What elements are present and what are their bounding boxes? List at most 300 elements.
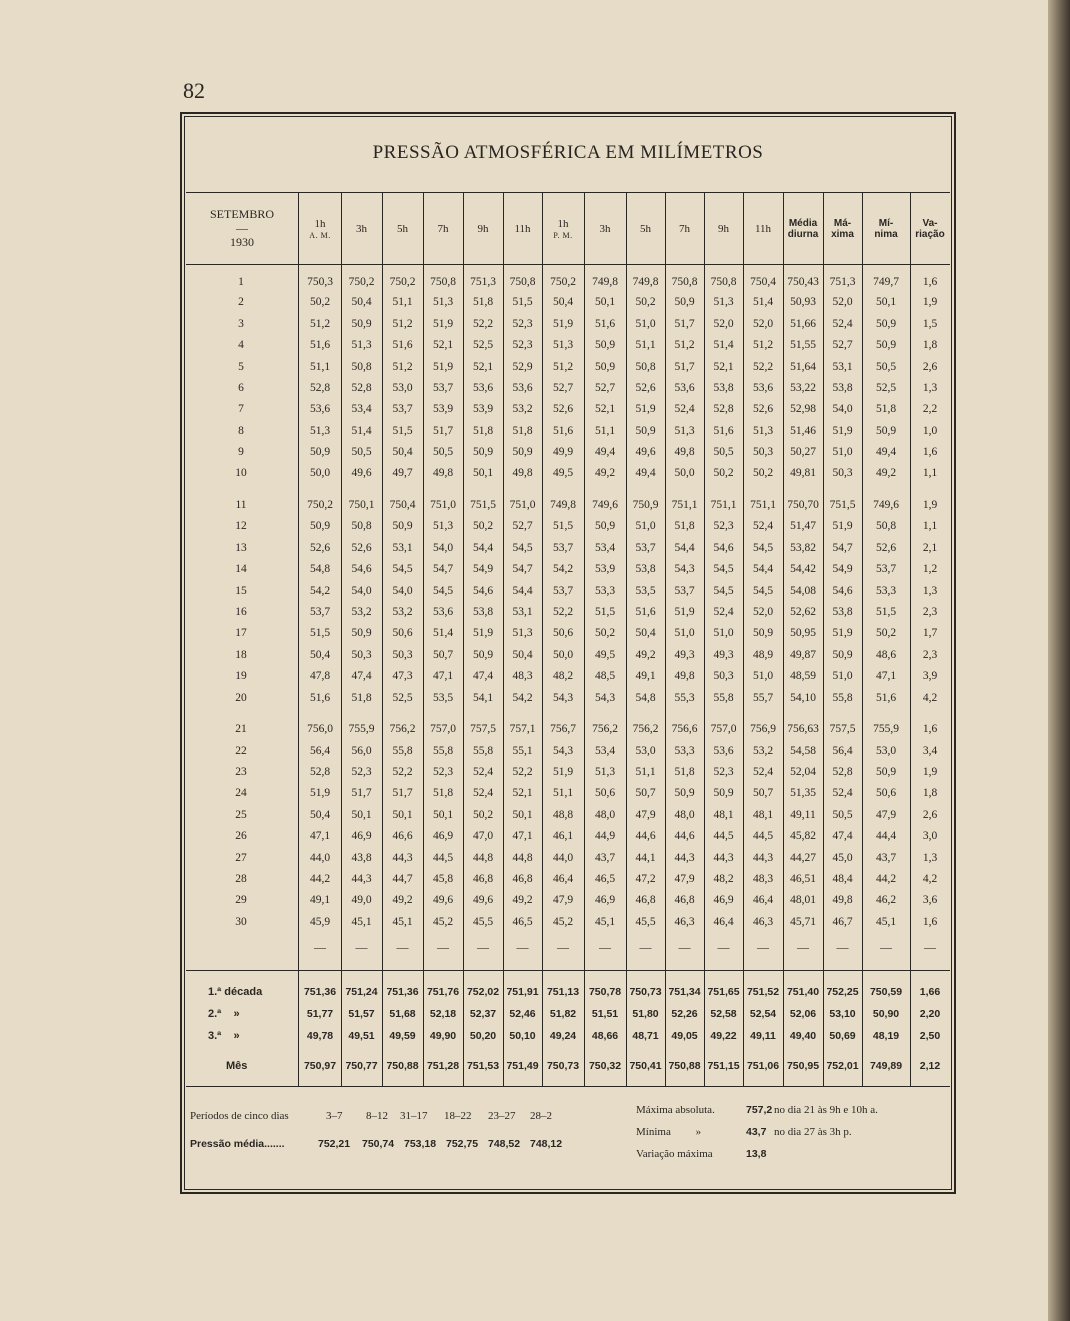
hour-label: 9h [718,222,729,235]
table-cell: 51,9 [674,606,695,618]
table-cell: 2,2 [922,403,938,415]
table-cell: 50,95 [790,627,816,639]
table-cell: 50,1 [512,809,533,821]
day-number: 17 [235,627,247,639]
table-cell: 51,2 [552,361,574,373]
totals-cell: 749,89 [869,1060,903,1072]
table-cell: 49,4 [635,467,656,479]
month-name: SETEMBRO [209,207,274,222]
table-cell: 54,6 [713,542,734,554]
table-cell: 52,7 [832,339,853,351]
table-cell: 53,82 [790,542,816,554]
table-cell: 51,3 [512,627,533,639]
table-cell: 54,5 [432,585,454,597]
table-cell: 46,7 [832,916,853,928]
table-cell: 50,8 [351,520,372,532]
table-cell: 1,6 [922,723,938,735]
totals-cell: 49,24 [549,1030,577,1042]
table-cell: 49,9 [552,446,574,458]
table-cell: 55,8 [432,745,454,757]
day-number: 5 [238,361,244,373]
footer-divider [186,1086,950,1087]
table-cell: 1,8 [922,787,938,799]
totals-cell: 751,40 [786,986,820,998]
hour-label: 9h [477,222,489,235]
table-cell: 50,9 [594,361,616,373]
table-cell: 53,7 [875,563,897,575]
table-cell: 51,3 [713,296,734,308]
table-cell: 49,8 [512,467,533,479]
table-cell: 53,7 [309,606,331,618]
empty-day-dash: — [797,940,809,954]
table-cell: 751,1 [750,499,776,511]
day-number: 1 [238,276,244,288]
table-cell: 755,9 [873,723,899,735]
table-cell: 50,4 [309,809,331,821]
table-cell: 749,6 [592,499,618,511]
table-cell: 52,0 [752,606,774,618]
table-cell: 52,7 [552,382,574,394]
table-cell: 50,2 [472,809,494,821]
table-cell: 750,1 [348,499,375,511]
table-cell: 51,3 [432,296,454,308]
table-cell: 3,4 [922,745,938,757]
table-cell: 51,7 [351,787,372,799]
table-cell: 49,2 [392,894,413,906]
table-cell: 46,3 [674,916,695,928]
table-cell: 51,5 [875,606,897,618]
day-number: 21 [235,723,247,735]
day-number: 25 [235,809,247,821]
table-cell: 44,6 [635,830,656,842]
empty-day-dash: — [355,940,368,954]
table-cell: 51,1 [635,766,656,778]
table-cell: 3,0 [922,830,938,842]
table-cell: 51,2 [392,318,413,330]
table-cell: 53,6 [752,382,774,394]
table-cell: 50,2 [309,296,331,308]
table-cell: 52,5 [472,339,494,351]
hour-header [584,196,626,262]
table-cell: 48,3 [752,873,774,885]
period-label: A. M. [309,230,331,240]
table-cell: 51,46 [790,425,816,437]
table-cell: 51,0 [832,446,853,458]
day-number: 23 [235,766,247,778]
table-cell: 53,2 [512,403,533,415]
table-cell: 52,1 [713,361,734,373]
table-cell: 44,3 [351,873,372,885]
period-pressure: 752,21 [318,1138,351,1150]
table-cell: 54,0 [432,542,454,554]
day-number: 28 [235,873,247,885]
totals-cell: 750,73 [629,986,662,998]
table-cell: 51,35 [790,787,816,799]
table-cell: 51,1 [594,425,616,437]
table-cell: 48,3 [512,670,533,682]
table-cell: 52,4 [752,766,774,778]
table-cell: 1,6 [922,916,938,928]
table-cell: 53,7 [674,585,695,597]
table-cell: 2,1 [922,542,938,554]
table-cell: 50,2 [472,520,494,532]
table-cell: 53,9 [472,403,494,415]
table-cell: 54,7 [432,563,454,575]
totals-cell: 2,20 [919,1008,941,1020]
table-cell: 50,0 [309,467,331,479]
table-cell: 46,8 [472,873,494,885]
table-cell: 45,5 [472,916,494,928]
period-range: 8–12 [366,1110,388,1122]
empty-day-dash: — [557,940,569,954]
period-range: 18–22 [444,1110,472,1122]
empty-day-dash: — [599,940,611,954]
table-cell: 4,2 [922,873,938,885]
table-cell: 56,0 [351,745,372,757]
totals-label: 1.ª década [208,986,263,998]
table-cell: 750,9 [632,499,659,511]
table-cell: 50,3 [752,446,774,458]
table-cell: 50,9 [309,520,331,532]
table-cell: 46,9 [713,894,734,906]
table-cell: 53,6 [432,606,454,618]
table-cell: 51,6 [309,692,331,704]
table-cell: 54,7 [512,563,533,575]
table-cell: 1,9 [922,499,938,511]
table-cell: 51,6 [594,318,616,330]
table-cell: 53,0 [635,745,656,757]
totals-cell: 1,66 [919,986,941,998]
empty-day-dash: — [717,940,730,954]
empty-day-dash: — [516,940,529,954]
table-cell: 1,6 [922,446,938,458]
period-pressure: 748,52 [488,1138,521,1150]
month-dash: — [236,221,248,236]
table-cell: 53,7 [552,585,574,597]
table-cell: 54,6 [832,585,853,597]
table-cell: 51,8 [432,787,454,799]
day-number: 3 [238,318,244,330]
stat-label-line1: Mí- [878,217,894,229]
table-cell: 47,9 [875,809,897,821]
table-cell: 48,9 [752,649,774,661]
period-pressure: 752,75 [446,1138,479,1150]
table-cell: 51,0 [674,627,695,639]
day-number: 9 [238,446,244,458]
table-cell: 52,3 [713,766,734,778]
hour-label: 11h [754,222,772,235]
table-cell: 54,5 [512,542,533,554]
stat-label-line2: diurna [787,229,819,240]
table-cell: 53,6 [309,403,331,415]
totals-cell: 49,59 [389,1030,416,1042]
table-cell: 47,4 [351,670,372,682]
hour-header [382,196,423,262]
empty-day-dash: — [924,940,936,954]
table-cell: 54,8 [635,692,656,704]
table-cell: 47,1 [875,670,897,682]
table-cell: 52,4 [713,606,734,618]
totals-cell: 52,46 [509,1008,536,1020]
table-cell: 51,6 [552,425,574,437]
table-cell: 44,8 [512,852,533,864]
totals-label: 3.ª » [208,1030,240,1042]
table-cell: 48,59 [790,670,816,682]
table-cell: 50,9 [351,318,372,330]
hour-label: 7h [679,222,690,235]
table-cell: 52,4 [674,403,695,415]
totals-cell: 49,78 [306,1030,334,1042]
table-cell: 51,64 [790,361,816,373]
table-cell: 751,0 [430,499,456,511]
table-cell: 53,0 [875,745,897,757]
table-cell: 52,04 [790,766,816,778]
table-cell: 51,1 [309,361,331,373]
table-cell: 51,1 [552,787,574,799]
table-cell: 53,8 [472,606,494,618]
table-cell: 51,7 [674,361,695,373]
totals-cell: 48,66 [591,1030,619,1042]
table-cell: 43,7 [875,852,897,864]
table-cell: 2,6 [922,809,938,821]
totals-cell: 49,11 [750,1030,776,1042]
table-cell: 44,5 [713,830,734,842]
table-cell: 43,8 [351,852,372,864]
table-cell: 50,5 [875,361,897,373]
stat-header [783,196,823,262]
stat-label-line2: riação [915,229,945,240]
table-cell: 750,8 [671,276,698,288]
table-cell: 47,8 [309,670,331,682]
totals-cell: 49,05 [671,1030,698,1042]
table-cell: 46,4 [752,894,774,906]
table-cell: 46,3 [752,916,774,928]
totals-cell: 751,53 [466,1060,500,1072]
totals-cell: 751,15 [707,1060,740,1072]
hour-header [743,196,783,262]
table-cell: 44,5 [432,852,454,864]
table-cell: 49,0 [351,894,372,906]
table-cell: 749,7 [873,276,899,288]
day-number: 16 [235,606,247,618]
table-cell: 52,2 [752,361,774,373]
table-cell: 50,6 [875,787,897,799]
table-cell: 45,9 [309,916,331,928]
table-cell: 46,51 [790,873,816,885]
table-cell: 1,0 [922,425,938,437]
table-cell: 54,5 [713,585,734,597]
table-cell: 51,5 [392,425,413,437]
table-cell: 45,82 [790,830,816,842]
table-cell: 51,55 [790,339,816,351]
table-cell: 46,9 [432,830,454,842]
totals-cell: 751,13 [546,986,580,998]
period-range: 23–27 [488,1110,516,1122]
table-cell: 2,3 [922,649,938,661]
table-cell: 750,4 [389,499,416,511]
table-cell: 749,8 [550,499,576,511]
empty-day-dash: — [880,940,892,954]
totals-cell: 751,76 [426,986,460,998]
table-cell: 50,4 [512,649,533,661]
table-cell: 54,0 [832,403,853,415]
table-cell: 52,2 [512,766,533,778]
table-cell: 757,0 [710,723,737,735]
hour-label: 1h [314,218,326,231]
table-cell: 757,1 [509,723,536,735]
table-cell: 52,4 [472,787,494,799]
table-cell: 49,6 [635,446,656,458]
totals-cell: 51,68 [389,1008,416,1020]
totals-cell: 52,06 [789,1008,817,1020]
stat-header [823,196,862,262]
day-number: 26 [235,830,247,842]
table-cell: 45,5 [635,916,656,928]
totals-cell: 752,02 [466,986,500,998]
table-cell: 751,3 [829,276,856,288]
table-cell: 54,5 [392,563,413,575]
totals-cell: 51,51 [591,1008,619,1020]
totals-cell: 750,32 [588,1060,622,1072]
table-cell: 51,9 [832,627,853,639]
table-cell: 48,5 [594,670,616,682]
table-cell: 50,4 [309,649,331,661]
table-cell: 52,0 [752,318,774,330]
table-cell: 52,4 [752,520,774,532]
table-cell: 52,8 [713,403,734,415]
table-cell: 55,8 [713,692,734,704]
table-cell: 54,3 [552,692,574,704]
table-cell: 52,5 [392,692,413,704]
table-cell: 751,1 [671,499,698,511]
period-pressure: 748,12 [530,1138,563,1150]
table-cell: 3,9 [922,670,938,682]
table-cell: 45,1 [875,916,897,928]
var-value: 13,8 [746,1148,767,1160]
day-number: 11 [235,499,247,511]
table-cell: 44,3 [392,852,413,864]
table-cell: 46,6 [392,830,413,842]
table-cell: 47,2 [635,873,656,885]
table-cell: 51,1 [635,339,656,351]
table-cell: 49,87 [790,649,816,661]
month-year: 1930 [230,234,254,249]
table-cell: 55,7 [752,692,774,704]
table-cell: 54,58 [790,745,816,757]
table-cell: 52,62 [790,606,816,618]
totals-cell: 751,06 [746,1060,780,1072]
table-cell: 49,3 [674,649,695,661]
table-cell: 54,9 [832,563,853,575]
table-cell: 52,4 [832,318,853,330]
table-cell: 50,9 [674,787,695,799]
table-cell: 52,7 [594,382,616,394]
day-number: 2 [238,296,244,308]
table-cell: 51,4 [432,627,454,639]
table-cell: 47,1 [309,830,331,842]
table-cell: 46,5 [512,916,533,928]
table-cell: 48,6 [875,649,897,661]
table-cell: 48,0 [594,809,616,821]
table-cell: 52,4 [472,766,494,778]
table-cell: 49,2 [594,467,616,479]
table-cell: 50,2 [635,296,656,308]
table-cell: 51,6 [875,692,897,704]
table-cell: 48,0 [674,809,695,821]
table-cell: 52,3 [432,766,454,778]
day-number: 27 [235,852,247,864]
day-number: 7 [238,403,244,415]
table-cell: 48,2 [713,873,734,885]
table-cell: 52,4 [832,787,853,799]
table-cell: 53,4 [594,542,616,554]
table-cell: 51,8 [674,520,695,532]
totals-cell: 750,97 [303,1060,337,1072]
table-cell: 44,0 [552,852,574,864]
totals-cell: 51,57 [348,1008,375,1020]
totals-divider [186,970,950,971]
totals-cell: 2,50 [919,1030,941,1042]
empty-day-dash: — [437,940,449,954]
totals-cell: 49,40 [789,1030,817,1042]
table-cell: 50,9 [752,627,774,639]
table-cell: 52,8 [309,766,331,778]
table-cell: 1,8 [922,339,938,351]
table-cell: 51,0 [832,670,853,682]
table-cell: 53,6 [472,382,494,394]
table-cell: 49,8 [674,446,695,458]
table-cell: 52,0 [832,296,853,308]
table-cell: 751,5 [470,499,496,511]
table-cell: 50,4 [635,627,656,639]
totals-cell: 751,34 [668,986,701,998]
totals-label: Mês [226,1060,248,1072]
period-pressure: 750,74 [362,1138,395,1150]
table-cell: 50,3 [832,467,853,479]
hour-label: 5h [397,222,408,235]
totals-cell: 751,28 [426,1060,460,1072]
header-divider [186,264,950,265]
table-cell: 50,9 [594,339,616,351]
table-cell: 53,8 [832,382,853,394]
table-cell: 53,7 [635,542,656,554]
totals-cell: 750,59 [869,986,903,998]
table-cell: 43,7 [594,852,616,864]
table-cell: 49,1 [309,894,331,906]
totals-cell: 750,88 [668,1060,701,1072]
min-label: Mínima » [636,1126,702,1138]
table-cell: 50,9 [713,787,734,799]
table-cell: 52,0 [713,318,734,330]
table-cell: 52,6 [351,542,372,554]
totals-label: 2.ª » [208,1008,240,1020]
day-number: 19 [235,670,247,682]
table-cell: 1,7 [922,627,938,639]
table-cell: 751,3 [470,276,496,288]
totals-cell: 750,78 [588,986,622,998]
empty-day-dash: — [757,940,769,954]
table-cell: 1,5 [922,318,938,330]
table-cell: 54,2 [552,563,574,575]
table-cell: 750,8 [710,276,737,288]
table-cell: 54,42 [790,563,816,575]
table-cell: 51,8 [674,766,695,778]
stat-label-line2: nima [874,229,898,240]
table-cell: 50,0 [552,649,574,661]
table-cell: 49,1 [635,670,656,682]
hour-header [665,196,704,262]
table-cell: 51,2 [309,318,331,330]
